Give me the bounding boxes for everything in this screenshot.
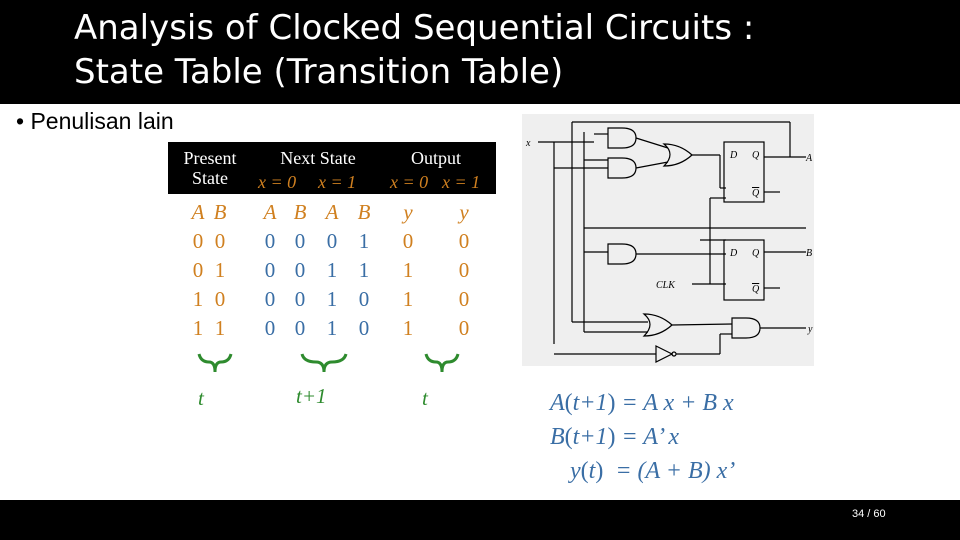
title-line-1: Analysis of Clocked Sequential Circuits : xyxy=(74,8,755,48)
cell: 0 xyxy=(402,229,414,253)
cell: 0 xyxy=(294,229,306,253)
cell: 0 xyxy=(358,287,370,311)
ff1-q-label: Q xyxy=(752,150,760,161)
eq-a-rhs: = A x + B x xyxy=(621,390,734,416)
cell: 1 xyxy=(192,316,204,340)
cell: 0 xyxy=(458,316,470,340)
cell: 0 xyxy=(294,316,306,340)
eq-b-rhs: = A’ x xyxy=(621,424,680,450)
ff1-d-label: D xyxy=(730,150,738,161)
header-present-state xyxy=(170,148,250,188)
eq-a-arg: t+1 xyxy=(572,390,608,416)
cell: 0 xyxy=(264,287,276,311)
brace-label-output: t xyxy=(422,386,428,410)
cell: 1 xyxy=(326,287,338,311)
col-head-y-x0: y xyxy=(403,200,413,224)
state-table xyxy=(168,142,496,344)
header-next-state: Next State xyxy=(280,148,356,168)
subheader-output-x0: x = 0 xyxy=(390,172,429,192)
col-head-y-x1: y xyxy=(459,200,469,224)
cell: 0 xyxy=(214,229,226,253)
circuit-label-x: x xyxy=(526,138,531,149)
brace-next xyxy=(298,350,350,378)
cell: 1 xyxy=(214,316,226,340)
cell: 0 xyxy=(458,258,470,282)
cell: 1 xyxy=(358,229,370,253)
cell: 1 xyxy=(326,258,338,282)
cell: 0 xyxy=(192,229,204,253)
eq-y-var: y xyxy=(570,458,581,484)
ff2-q-label: Q xyxy=(752,248,760,259)
circuit-label-b: B xyxy=(806,248,813,259)
footer-bar xyxy=(0,500,960,540)
eq-a-var: A xyxy=(550,390,565,416)
ff1-qbar-label: Q xyxy=(752,188,760,199)
header-present-label: Present xyxy=(183,148,237,168)
cell: 0 xyxy=(294,258,306,282)
eq-b-arg: t+1 xyxy=(572,424,608,450)
ff2-d-label: D xyxy=(730,248,738,259)
circuit-label-y: y xyxy=(808,324,813,335)
equation-a: A(t+1) = A x + B x xyxy=(550,390,734,416)
col-head-present-b: B xyxy=(213,200,227,224)
header-output: Output xyxy=(410,148,461,168)
brace-label-present: t xyxy=(198,386,204,410)
col-head-next1-b: B xyxy=(357,200,371,224)
cell: 1 xyxy=(192,287,204,311)
cell: 0 xyxy=(264,229,276,253)
slide-title xyxy=(74,6,934,94)
circuit-diagram xyxy=(520,112,816,368)
cell: 1 xyxy=(402,287,414,311)
subheader-next-x0: x = 0 xyxy=(258,172,297,192)
circuit-label-clk: CLK xyxy=(656,280,675,291)
eq-y-rhs: = (A + B) x’ xyxy=(615,458,736,484)
cell: 1 xyxy=(358,258,370,282)
header-state-label: State xyxy=(192,168,228,188)
cell: 0 xyxy=(264,258,276,282)
cell: 0 xyxy=(214,287,226,311)
cell: 0 xyxy=(458,229,470,253)
eq-y-arg: t xyxy=(588,458,596,484)
cell: 1 xyxy=(214,258,226,282)
brace-present xyxy=(195,350,235,378)
circuit-label-a: A xyxy=(806,153,813,164)
col-head-next0-a: A xyxy=(263,200,277,224)
col-head-next1-a: A xyxy=(325,200,339,224)
col-head-present-a: A xyxy=(191,200,205,224)
cell: 1 xyxy=(402,316,414,340)
cell: 1 xyxy=(402,258,414,282)
cell: 0 xyxy=(358,316,370,340)
title-line-2: State Table (Transition Table) xyxy=(74,52,564,92)
subheader-output-x1: x = 1 xyxy=(442,172,481,192)
brace-label-next: t+1 xyxy=(296,384,327,408)
col-head-next0-b: B xyxy=(293,200,307,224)
ff2-qbar-label: Q xyxy=(752,284,760,295)
cell: 0 xyxy=(458,287,470,311)
bullet-text: • Penulisan lain xyxy=(16,108,174,134)
equation-b: B(t+1) = A’ x xyxy=(550,424,680,450)
cell: 0 xyxy=(192,258,204,282)
subheader-next-x1: x = 1 xyxy=(318,172,357,192)
page-number: 34 / 60 xyxy=(852,508,886,520)
eq-b-var: B xyxy=(550,424,565,450)
cell: 0 xyxy=(326,229,338,253)
cell: 1 xyxy=(326,316,338,340)
cell: 0 xyxy=(294,287,306,311)
brace-output xyxy=(422,350,462,378)
equation-y: y(t) = (A + B) x’ xyxy=(570,458,736,484)
cell: 0 xyxy=(264,316,276,340)
